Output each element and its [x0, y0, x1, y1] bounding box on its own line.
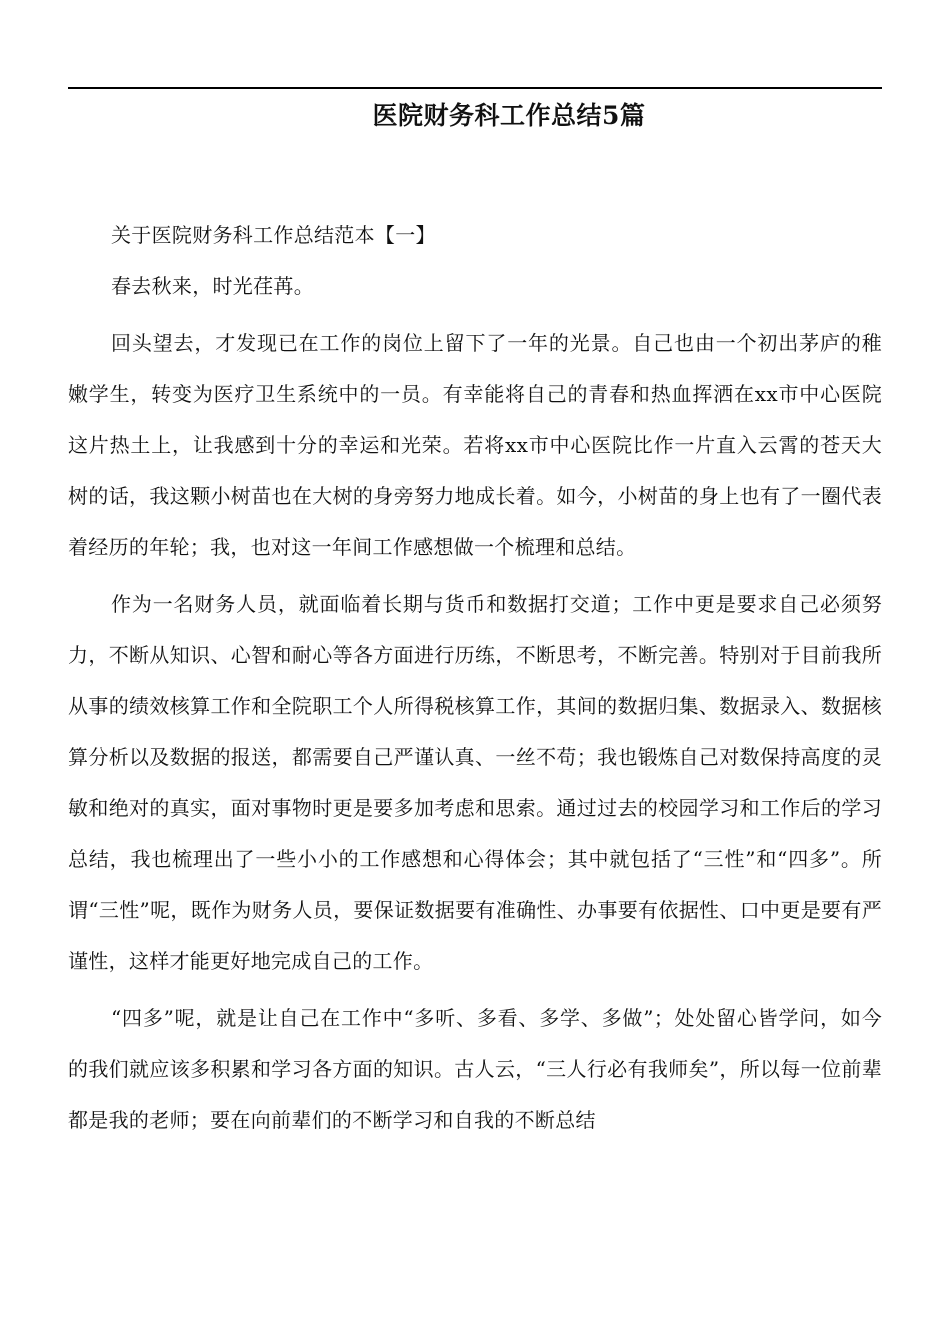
paragraph: 作为一名财务人员，就面临着长期与货币和数据打交道；工作中更是要求自己必须努力，不断从知识、心智和耐心等各方面进行历练，不断思考，不断完善。特别对于目前我所从事的绩效核算工作和全院职工个人所得税核算工作，其间的数据归集、数据录入、数据核算分析以及数据的报送，都需要自己严谨认真、一丝不苟；我也锻炼自己对数保持高度的灵敏和绝对的真实，面对事物时更是要多加考虑和思索。通过过去的校园学习和工作后的学习总结，我也梳理出了一些小小的工作感想和心得体会；其中就包括了“三性”和“四多”。所谓“三性”呢，既作为财务人员，要保证数据要有准确性、办事要有依据性、口中更是要有严谨性，这样才能更好地完成自己的工作。 [68, 592, 882, 973]
paragraph: “四多”呢，就是让自己在工作中“多听、多看、多学、多做”；处处留心皆学问，如今的我们就应该多积累和学习各方面的知识。古人云，“三人行必有我师矣”，所以每一位前辈都是我的老师；要在向前辈们的不断学习和自我的不断总结 [68, 1006, 882, 1132]
paragraph: 春去秋来，时光荏苒。 [111, 274, 314, 298]
document-title: 医院财务科工作总结5篇 [372, 101, 646, 130]
header-rule [68, 87, 882, 89]
paragraph: 回头望去，才发现已在工作的岗位上留下了一年的光景。自己也由一个初出茅庐的稚嫩学生，转变为医疗卫生系统中的一员。有幸能将自己的青春和热血挥洒在xx市中心医院这片热土上，让我感到十分的幸运和光荣。若将xx市中心医院比作一片直入云霄的苍天大树的话，我这颗小树苗也在大树的身旁努力地成长着。如今，小树苗的身上也有了一圈代表着经历的年轮；我，也对这一年间工作感想做一个梳理和总结。 [68, 331, 882, 559]
section-heading: 关于医院财务科工作总结范本【一】 [111, 223, 436, 247]
document-body [68, 210, 882, 1152]
